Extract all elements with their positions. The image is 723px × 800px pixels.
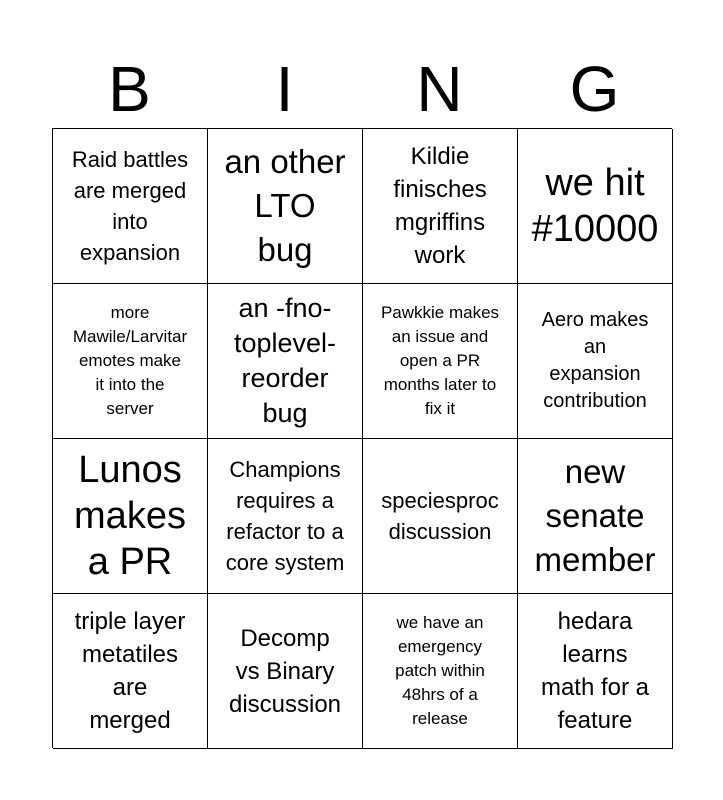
bingo-cell-r4c3[interactable]: [363, 594, 518, 749]
bingo-cell-r4c4[interactable]: [518, 594, 673, 749]
bingo-cell-r4c1[interactable]: [53, 594, 208, 749]
bingo-cell-r3c1[interactable]: [53, 439, 208, 594]
bingo-cell-r2c3[interactable]: [363, 284, 518, 439]
bingo-cell-r1c2[interactable]: [208, 129, 363, 284]
bingo-cell-r3c3[interactable]: [363, 439, 518, 594]
bingo-cell-text: Decomp vs Binary discussion: [228, 624, 342, 718]
bingo-cell-text: we hit #10000: [531, 162, 659, 250]
bingo-cell-r4c2[interactable]: [208, 594, 363, 749]
bingo-cell-text: Kildie finisches mgriffins work: [393, 143, 487, 269]
bingo-card-grid: [52, 128, 672, 748]
bingo-cell-text: an other LTO bug: [224, 143, 346, 268]
bingo-cell-r3c4[interactable]: [518, 439, 673, 594]
bingo-cell-r2c2[interactable]: [208, 284, 363, 439]
bingo-header: [52, 50, 672, 128]
bingo-cell-r2c1[interactable]: [53, 284, 208, 439]
bingo-cell-text: we have an emergency patch within 48hrs of a release: [395, 613, 485, 728]
bingo-cell-r1c1[interactable]: [53, 129, 208, 284]
bingo-cell-text: Pawkkie makes an issue and open a PR months later to fix it: [380, 303, 500, 418]
header-letter-b: B: [108, 53, 151, 125]
bingo-cell-text: triple layer metatiles are merged: [74, 608, 186, 734]
header-letter-g: G: [569, 53, 620, 125]
bingo-cell-text: hedara learns math for a feature: [540, 608, 650, 734]
bingo-cell-r1c4[interactable]: [518, 129, 673, 284]
bingo-cell-text: Champions requires a refactor to a core system: [225, 457, 345, 575]
bingo-cell-r2c4[interactable]: [518, 284, 673, 439]
bingo-cell-text: Aero makes an expansion contribution: [541, 309, 649, 412]
header-letter-n: N: [416, 53, 463, 125]
bingo-cell-r3c2[interactable]: [208, 439, 363, 594]
header-letter-i: I: [275, 53, 294, 125]
bingo-cell-r1c3[interactable]: [363, 129, 518, 284]
bingo-cell-text: Raid battles are merged into expansion: [71, 147, 189, 265]
bingo-cell-text: new senate member: [534, 453, 656, 578]
bingo-cell-text: speciesproc discussion: [381, 488, 499, 544]
bingo-cell-text: more Mawile/Larvitar emotes make it into the server: [72, 303, 188, 418]
bingo-cell-text: an -fno- toplevel- reorder bug: [233, 293, 337, 428]
bingo-cell-text: Lunos makes a PR: [74, 449, 186, 583]
